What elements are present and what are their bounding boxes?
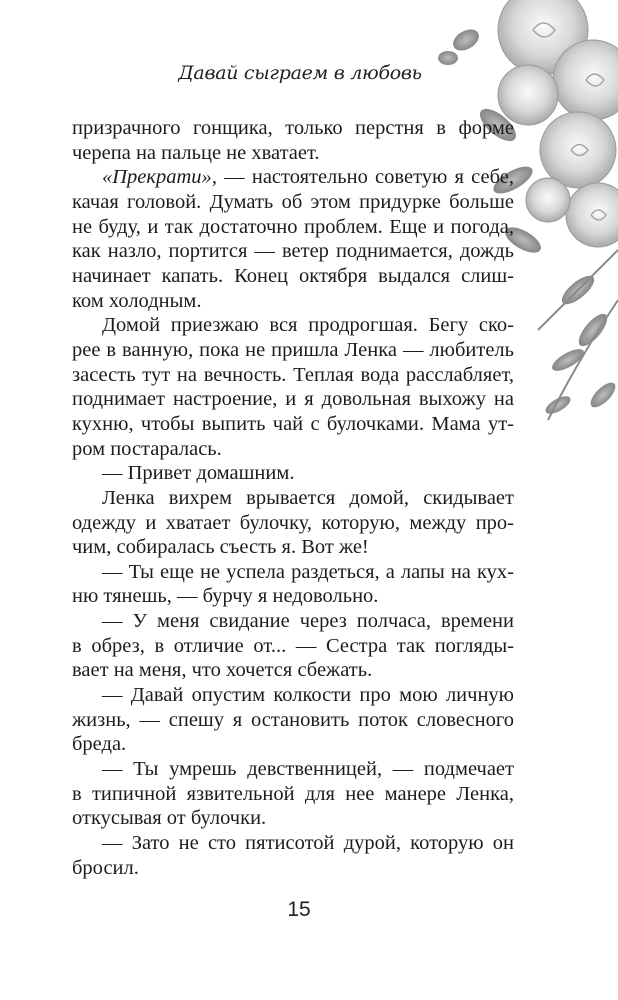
text-line: поднимает настроение, и я довольная выхожу на xyxy=(72,388,514,411)
text-line: Ленка вихрем врывается домой, скидывает xyxy=(102,486,514,509)
text-line: в обрез, в отличие от... — Сестра так погляды- xyxy=(72,634,514,657)
text-line: ню тянешь, — бурчу я недовольно. xyxy=(72,585,379,608)
text-line: «Прекрати», — настоятельно советую я себе, xyxy=(102,166,514,189)
text-line: одежду и хватает булочку, которую, между про- xyxy=(72,511,514,534)
text-line: Домой приезжаю вся продрогшая. Бегу ско- xyxy=(102,314,514,337)
text-line: как назло, портится — ветер поднимается, дождь xyxy=(72,240,514,263)
text-line: ком холодным. xyxy=(72,289,202,312)
text-line: кухню, чтобы выпить чай с булочками. Мама ут- xyxy=(72,412,514,435)
text-line: бреда. xyxy=(72,733,127,756)
running-title: Давай сыграем в любовь xyxy=(178,62,422,84)
text-line: ром постаралась. xyxy=(72,437,222,460)
text-line: — Давай опустим колкости про мою личную xyxy=(102,684,514,707)
text-line: в типичной язвительной для нее манере Ленка, xyxy=(72,782,514,805)
text-line: — Привет домашним. xyxy=(102,462,295,485)
text-line: рее в ванную, пока не пришла Ленка — любитель xyxy=(72,338,514,361)
text-line: — Ты умрешь девственницей, — подмечает xyxy=(102,758,514,781)
text-line: — Зато не сто пятисотой дурой, которую он xyxy=(102,832,514,855)
text-line: — Ты еще не успела раздеться, а лапы на кух- xyxy=(102,560,514,583)
text-line: чим, собиралась съесть я. Вот же! xyxy=(72,536,369,559)
text-line: не буду, и так достаточно проблем. Еще и погода, xyxy=(72,215,514,238)
text-line: бросил. xyxy=(72,856,139,879)
body-text xyxy=(72,116,514,880)
text-line: вает на меня, что хочется сбежать. xyxy=(72,659,373,682)
text-line: черепа на пальце не хватает. xyxy=(72,141,320,164)
text-line: качая головой. Думать об этом придурке больше xyxy=(72,190,514,213)
text-line: жизнь, — спешу я остановить поток словесного xyxy=(72,708,514,731)
text-line: откусывая от булочки. xyxy=(72,807,267,830)
text-line: засесть тут на вечность. Теплая вода расслабляет, xyxy=(72,363,514,386)
text-line: — У меня свидание через полчаса, времени xyxy=(102,610,514,633)
text-line: призрачного гонщика, только перстня в форме xyxy=(72,117,514,139)
page-number: 15 xyxy=(287,898,311,921)
text-line: начинает капать. Конец октября выдался слиш- xyxy=(72,264,514,287)
